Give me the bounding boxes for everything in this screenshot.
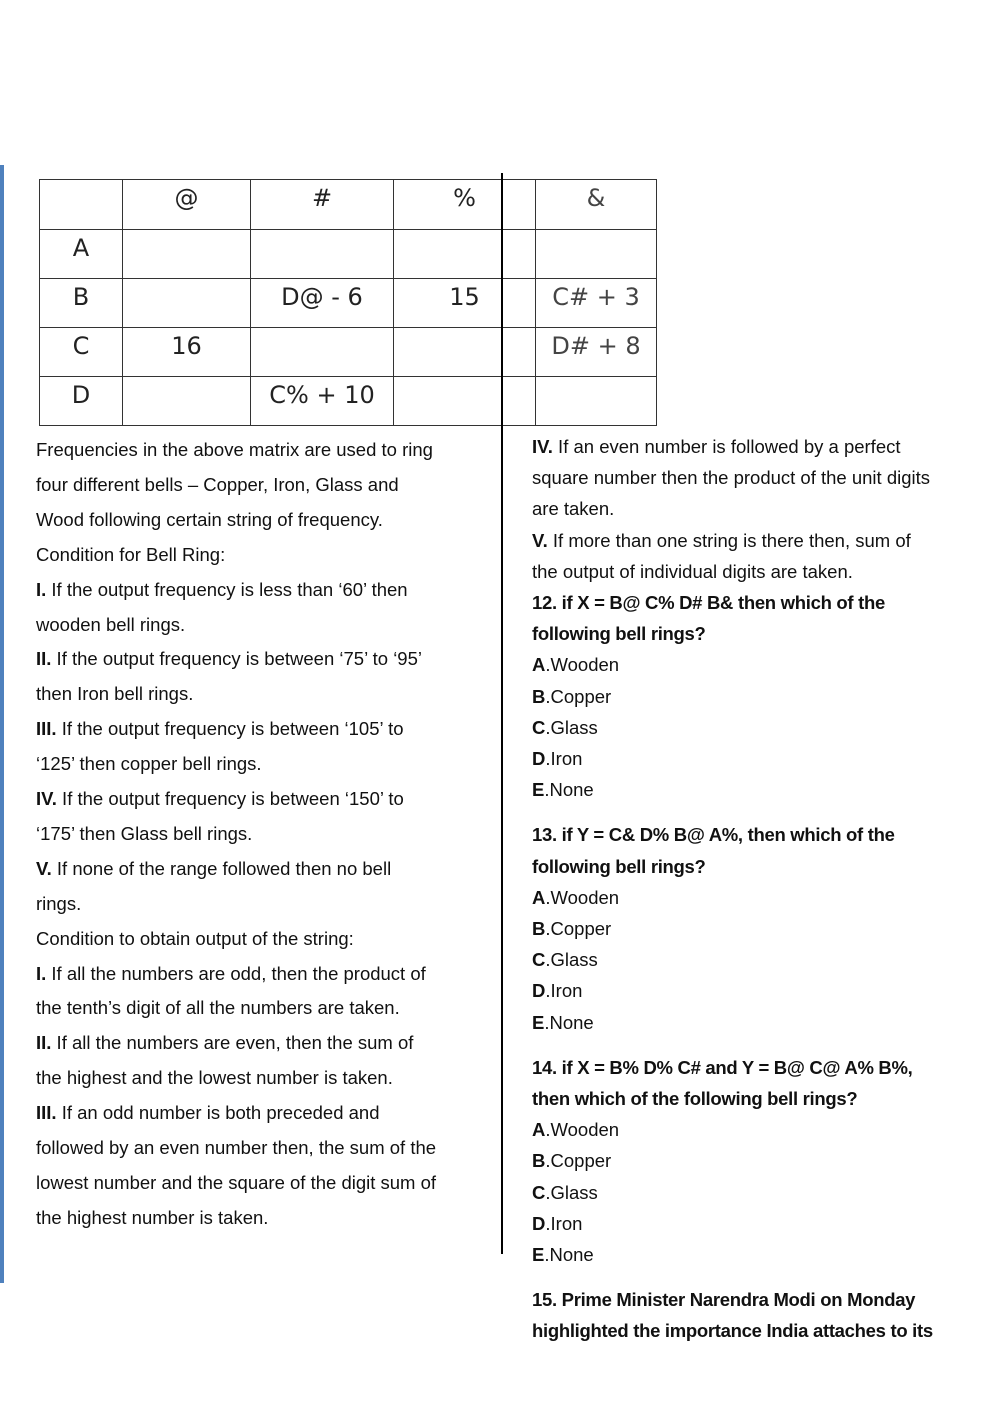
condition-text: lowest number and the square of the digit sum of — [36, 1171, 437, 1193]
condition-text: ‘175’ then Glass bell rings. — [36, 822, 253, 844]
option-text: .Iron — [545, 1212, 583, 1234]
condition-text: If all the numbers are odd, then the product of — [46, 962, 426, 984]
option-letter: C — [532, 1181, 546, 1203]
answer-option — [532, 887, 619, 909]
output-condition-line — [36, 1102, 380, 1124]
condition-text: If all the numbers are even, then the sum of — [51, 1032, 414, 1054]
option-text: .Iron — [545, 748, 583, 769]
option-letter: B — [532, 918, 546, 939]
bell-condition-line — [36, 858, 391, 880]
option-letter: B — [532, 685, 546, 707]
condition-text: wooden bell rings. — [36, 613, 186, 635]
answer-option — [532, 779, 594, 801]
condition-number: IV. — [36, 788, 57, 809]
matrix-cell — [535, 376, 657, 426]
option-text: .Copper — [545, 1150, 612, 1172]
condition-text: then Iron bell rings. — [36, 683, 194, 705]
condition-number: V. — [36, 857, 52, 879]
option-text: .Wooden — [545, 1119, 620, 1141]
condition-number: III. — [36, 718, 57, 740]
intro-text: four different bells – Copper, Iron, Glass and — [36, 473, 399, 495]
bell-condition-line — [36, 683, 193, 705]
matrix-cell: C# + 3 — [535, 278, 657, 328]
matrix-cell — [250, 229, 394, 279]
question-text: 14. if X = B% D% C# and Y = B@ C@ A% B%, — [532, 1056, 913, 1078]
output-condition-line — [532, 467, 930, 489]
question-line — [532, 1057, 912, 1079]
question-text: 15. Prime Minister Narendra Modi on Monday — [532, 1289, 916, 1311]
option-letter: D — [532, 980, 546, 1002]
answer-option — [532, 686, 611, 708]
condition-text: If an odd number is both preceded and — [56, 1102, 380, 1124]
option-letter: C — [532, 716, 546, 738]
condition-number: III. — [36, 1102, 57, 1124]
question-line — [532, 592, 885, 614]
option-text: .None — [544, 1011, 594, 1033]
output-condition-line — [532, 436, 901, 458]
bell-condition-line — [36, 718, 404, 740]
matrix-cell — [535, 229, 657, 279]
bell-condition-line — [36, 893, 81, 915]
condition-text: the output of individual digits are taken. — [532, 560, 853, 582]
matrix-cell — [250, 327, 394, 377]
matrix-cell — [122, 278, 251, 328]
option-text: .Glass — [545, 949, 598, 971]
condition-text: If none of the range followed then no bell — [51, 857, 392, 879]
condition-text: If the output frequency is less than ‘60’ then — [46, 578, 408, 600]
condition-number: I. — [36, 578, 47, 600]
answer-option — [532, 654, 619, 676]
question-text: following bell rings? — [532, 855, 706, 877]
output-condition-line — [36, 1032, 413, 1054]
option-text: .Wooden — [545, 654, 620, 676]
output-condition-line — [36, 1137, 436, 1159]
condition-text: If more than one string is there then, sum of — [547, 529, 911, 551]
intro-text: Frequencies in the above matrix are used to ring — [36, 439, 433, 460]
condition-text: followed by an even number then, the sum of the — [36, 1137, 437, 1158]
output-condition-heading: Condition to obtain output of the string: — [36, 927, 354, 949]
option-text: .Iron — [545, 980, 583, 1002]
option-text: .Copper — [545, 685, 612, 707]
condition-number: II. — [36, 648, 52, 670]
bell-condition-line — [36, 788, 404, 810]
answer-option — [532, 717, 598, 739]
matrix-header-cell: % — [393, 179, 536, 230]
intro-line — [36, 509, 383, 531]
bell-condition-line — [36, 753, 262, 775]
condition-text: If the output frequency is between ‘75’ to ‘95’ — [51, 648, 422, 670]
matrix-cell: 16 — [122, 327, 251, 377]
answer-option — [532, 980, 582, 1002]
condition-text: square number then the product of the unit digits — [532, 467, 931, 489]
answer-option — [532, 1244, 594, 1266]
condition-text: the tenth’s digit of all the numbers are taken. — [36, 997, 400, 1019]
output-condition-line — [36, 1067, 393, 1089]
condition-text: If an even number is followed by a perfect — [552, 436, 901, 457]
matrix-header-cell: # — [250, 179, 394, 230]
question-line — [532, 1289, 915, 1311]
option-letter: D — [532, 748, 546, 769]
bell-condition-heading — [36, 544, 225, 566]
matrix-cell: D@ - 6 — [250, 278, 394, 328]
matrix-cell: D# + 8 — [535, 327, 657, 377]
option-letter: E — [532, 1011, 545, 1033]
question-text: highlighted the importance India attaches to its — [532, 1320, 933, 1342]
matrix-row-label: B — [39, 278, 123, 328]
matrix-header-cell: & — [535, 179, 657, 230]
matrix-header-cell: @ — [122, 179, 251, 230]
matrix-row-label: A — [39, 229, 123, 279]
option-text: .Glass — [545, 1181, 598, 1203]
page-accent-bar — [0, 165, 4, 1283]
output-condition-line — [532, 530, 911, 552]
condition-text: the highest number is taken. — [36, 1206, 269, 1228]
matrix-cell — [393, 327, 536, 377]
option-letter: A — [532, 1119, 546, 1141]
option-text: .Copper — [545, 918, 612, 939]
question-text: 12. if X = B@ C% D# B& then which of the — [532, 592, 885, 613]
question-line — [532, 1320, 933, 1342]
question-line — [532, 1088, 857, 1110]
condition-number: V. — [532, 529, 548, 551]
option-text: .Glass — [545, 716, 598, 738]
question-line — [532, 623, 706, 645]
option-letter: D — [532, 1212, 546, 1234]
output-condition-heading — [36, 928, 354, 950]
matrix-cell: 15 — [393, 278, 536, 328]
output-condition-line — [36, 1207, 268, 1229]
option-letter: E — [532, 779, 545, 801]
condition-text: rings. — [36, 892, 82, 914]
answer-option — [532, 918, 611, 940]
question-line — [532, 824, 895, 846]
answer-option — [532, 1213, 582, 1235]
bell-condition-line — [36, 823, 252, 845]
option-text: .Wooden — [545, 886, 620, 908]
intro-line — [36, 474, 399, 496]
matrix-cell: C% + 10 — [250, 376, 394, 426]
matrix-header-cell — [39, 179, 123, 230]
output-condition-line — [36, 963, 426, 985]
condition-text: If the output frequency is between ‘150’ to — [56, 788, 404, 809]
matrix-cell — [393, 229, 536, 279]
option-letter: B — [532, 1150, 546, 1172]
answer-option — [532, 748, 582, 770]
condition-text: are taken. — [532, 498, 615, 520]
matrix-cell — [122, 229, 251, 279]
question-text: 13. if Y = C& D% B@ A%, then which of the — [532, 824, 895, 846]
question-text: following bell rings? — [532, 623, 706, 645]
condition-text: ‘125’ then copper bell rings. — [36, 753, 262, 775]
output-condition-line — [532, 561, 853, 583]
question-text: then which of the following bell rings? — [532, 1088, 858, 1109]
condition-number: IV. — [532, 436, 553, 457]
column-divider — [501, 173, 503, 1254]
answer-option — [532, 949, 598, 971]
matrix-cell — [393, 376, 536, 426]
option-text: .None — [544, 779, 594, 801]
intro-line — [36, 439, 433, 461]
option-letter: A — [532, 886, 546, 908]
option-letter: A — [532, 654, 546, 676]
output-condition-line — [36, 1172, 436, 1194]
option-letter: C — [532, 949, 546, 971]
intro-text: Wood following certain string of frequency. — [36, 508, 383, 530]
condition-number: II. — [36, 1032, 52, 1054]
matrix-row-label: C — [39, 327, 123, 377]
option-letter: E — [532, 1244, 545, 1265]
matrix-cell — [122, 376, 251, 426]
matrix-row-label: D — [39, 376, 123, 426]
answer-option — [532, 1119, 619, 1141]
condition-text: If the output frequency is between ‘105’ to — [56, 718, 404, 740]
bell-condition-line — [36, 614, 185, 636]
answer-option — [532, 1150, 611, 1172]
bell-condition-line — [36, 579, 408, 601]
option-text: .None — [544, 1244, 594, 1265]
answer-option — [532, 1012, 594, 1034]
condition-text: the highest and the lowest number is taken. — [36, 1067, 393, 1089]
answer-option — [532, 1182, 598, 1204]
output-condition-line — [36, 997, 400, 1019]
bell-condition-heading: Condition for Bell Ring: — [36, 543, 226, 565]
bell-condition-line — [36, 648, 422, 670]
question-line — [532, 856, 706, 878]
output-condition-line — [532, 498, 614, 520]
condition-number: I. — [36, 962, 47, 984]
